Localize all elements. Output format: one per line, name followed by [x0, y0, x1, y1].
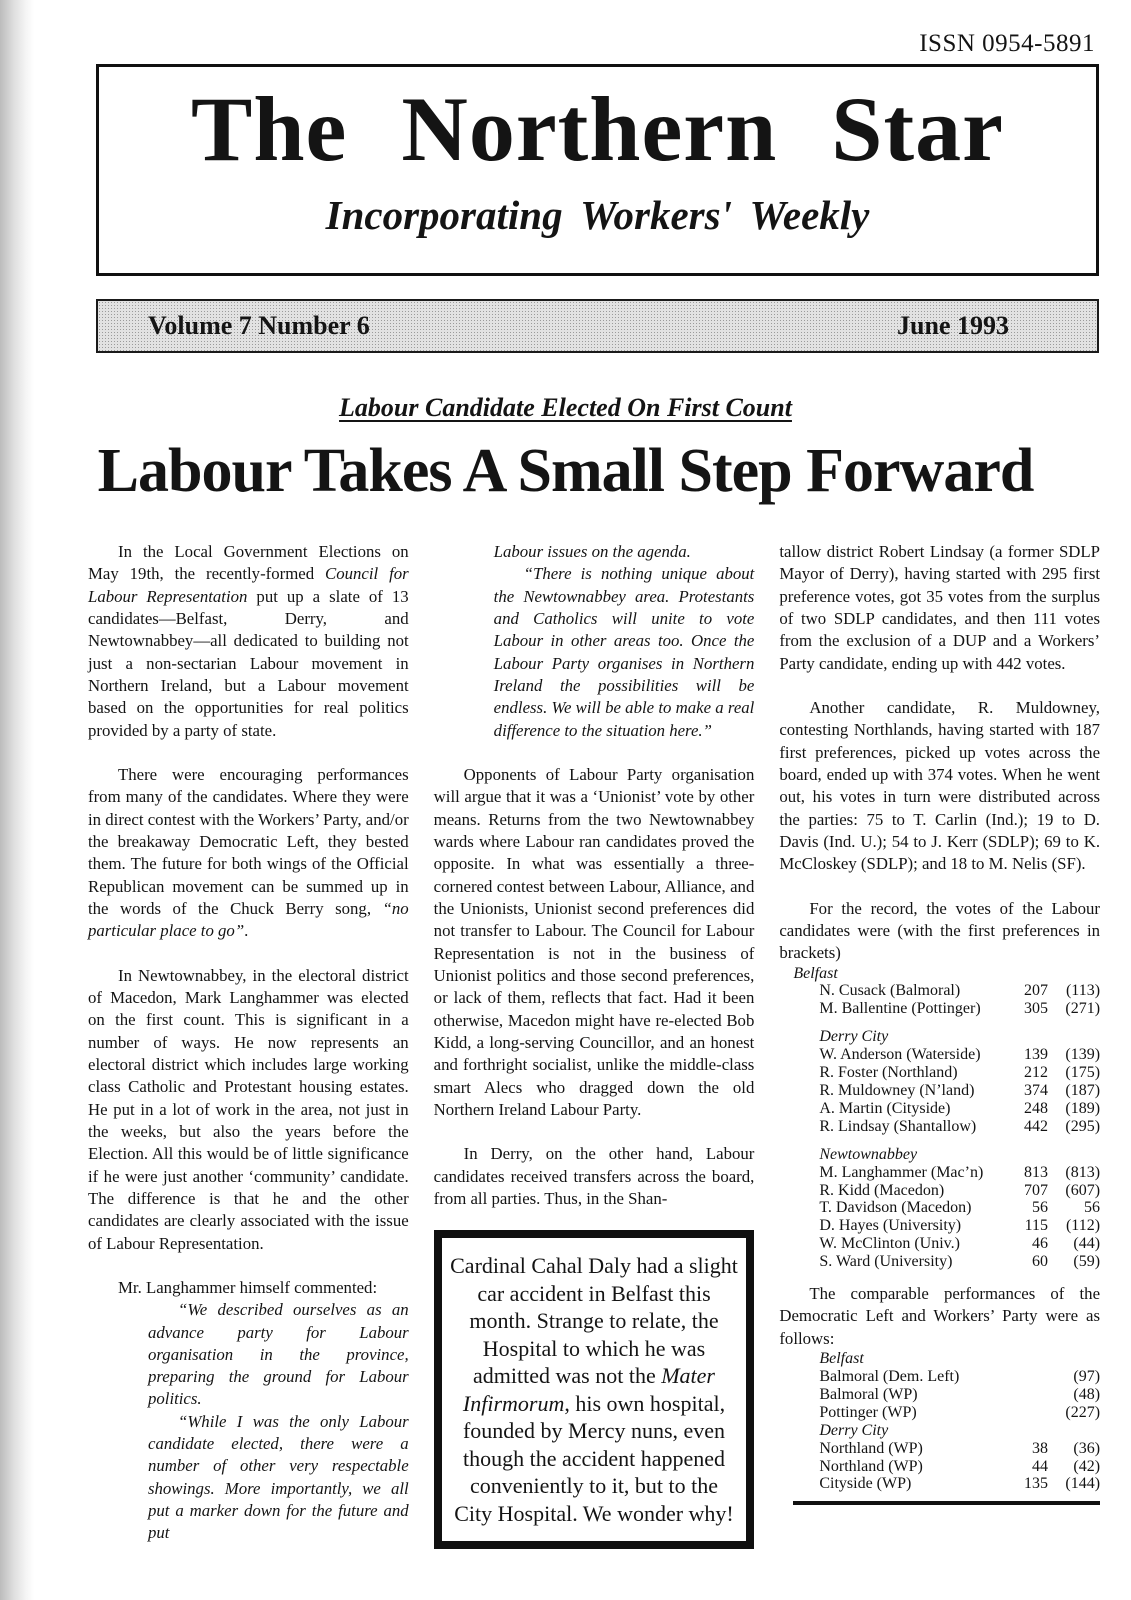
column-3	[779, 541, 1100, 1600]
article-body	[88, 541, 1100, 1600]
column-2	[434, 541, 755, 1600]
result-row: W. Anderson (Waterside) 139 (139)	[819, 1046, 1101, 1064]
col3-paragraph-2: Another candidate, R. Muldowney, contesting Northlands, having started with 187 first preferences, picked up votes across the board, ended up with 374 votes. When he went out, his votes in turn were distributed across the parties: 75 to T. Carlin (Ind.); 19 to D. Davis (Ind. U.); 54 to J. Kerr (SDLP); 69 to K. McCloskey (SDLP); and 18 to M. Nelis (SF).	[779, 697, 1101, 874]
volume-date-bar	[96, 299, 1099, 353]
results-group-derry-city-2	[793, 1422, 1100, 1494]
col3-paragraph-4: The comparable performances of the Democratic Left and Workers’ Party were as follows:	[779, 1284, 1101, 1348]
result-row: Northland (WP) 38 (36)	[819, 1439, 1101, 1457]
result-row: R. Foster (Northland) 212 (175)	[819, 1064, 1101, 1082]
result-row: M. Langhammer (Mac’n) 813 (813)	[819, 1163, 1101, 1181]
result-row: N. Cusack (Balmoral) 207 (113)	[819, 982, 1101, 1000]
result-row: Cityside (WP) 135 (144)	[819, 1475, 1101, 1493]
quote-paragraph: “There is nothing unique about the Newtownabbey area. Protestants and Catholics will unite to vote Labour in other areas too. Once the Labour Party organises in Northern Ireland the possibilities will be endless. We will be able to make a real difference to the situation here.”	[493, 564, 755, 740]
kicker-headline: Labour Candidate Elected On First Count	[339, 393, 792, 422]
col1-paragraph-2: There were encouraging performances from many of the candidates. Where they were in direct contest with the Workers’ Party, and/or the breakaway Democratic Left, they bested them. The future for both wings of the Official Republican movement can be summed up in the words of the Chuck Berry song, “no particular place to go”.	[88, 764, 409, 941]
result-row: S. Ward (University) 60 (59)	[819, 1253, 1101, 1271]
col2-paragraph-1: Opponents of Labour Party organisation will argue that it was a ‘Unionist’ vote by other means. Returns from the two Newtownabbey wards where Labour ran candidates proved the opposite. In what was essentially a three-cornered contest between Labour, Alliance, and the Unionists, Unionist second preferences did not transfer to Labour. The Council for Labour Representation is not in the business of Unionist politics and those second preferences, or lack of them, reflects that fact. Had it been otherwise, Macedon might have re-elected Bob Kidd, a long-serving Councillor, and an honest and forthright socialist, unlike the middle-class smart Alecs who dragged down the old Northern Ireland Labour Party.	[433, 764, 755, 1119]
result-row: T. Davidson (Macedon) 56 56	[819, 1199, 1101, 1217]
result-row: Balmoral (WP) (48)	[819, 1385, 1101, 1403]
results-group-derry-city	[793, 1028, 1100, 1135]
col1-paragraph-3: In Newtownabbey, in the electoral district of Macedon, Mark Langhammer was elected on the first count. This is significant in a number of ways. He now represents an electoral district which includes large working class Catholic and Protestant housing estates. He put in a lot of work in the area, not just in the weeks, but also the years before the Election. All this would be of little significance if he were just another ‘community’ candidate. The difference is that he and the other candidates are clearly associated with the issue of Labour Representation.	[88, 965, 409, 1253]
col1-paragraph-1: In the Local Government Elections on May 19th, the recently-formed Council for Labour Representation put up a slate of 13 candidates—Belfast, Derry, and Newtownabbey—all dedicated to building not just a non-sectarian Labour movement in Northern Ireland, but a Labour movement based on the opportunities for real politics provided by a party of state.	[88, 542, 409, 740]
volume-number: Volume 7 Number 6	[148, 311, 370, 340]
col3-paragraph-1: tallow district Robert Lindsay (a former SDLP Mayor of Derry), having started with 295 first preference votes, got 35 votes from the surplus of two SDLP candidates, and then 111 votes from the exclusion of a DUP and a Workers’ Party candidate, ending up with 442 votes.	[779, 542, 1101, 673]
result-row: A. Martin (Cityside) 248 (189)	[819, 1099, 1101, 1117]
column-1	[88, 541, 409, 1600]
result-row: Pottinger (WP) (227)	[819, 1403, 1101, 1421]
issn-number: ISSN 0954-5891	[919, 30, 1095, 57]
main-headline: Labour Takes A Small Step Forward	[97, 437, 1034, 505]
scan-edge-shading	[0, 0, 34, 1600]
result-row: R. Kidd (Macedon) 707 (607)	[819, 1181, 1101, 1199]
col1-paragraph-4: Mr. Langhammer himself commented:	[118, 1277, 378, 1297]
col3-paragraph-3: For the record, the votes of the Labour candidates were (with the first preferences in brackets)	[779, 898, 1101, 963]
results-group-belfast-2	[793, 1350, 1100, 1422]
results-heading: Derry City	[819, 1028, 889, 1046]
results-heading: Belfast	[793, 964, 838, 982]
labour-results-list	[793, 965, 1100, 1272]
cardinal-daly-sidebar-box: Cardinal Cahal Daly had a slight car accident in Belfast this month. Strange to relate, the Hospital to which he was admitted was not the Mater Infirmorum, his own hospital, founded by Mercy nuns, even though the accident happened conveniently to it, but to the City Hospital. We wonder why!	[434, 1230, 755, 1549]
result-row: W. McClinton (Univ.) 46 (44)	[819, 1235, 1101, 1253]
newspaper-subtitle: Incorporating Workers' Weekly	[325, 192, 870, 238]
quote-paragraph: Labour issues on the agenda.	[493, 542, 691, 561]
results-heading: Newtownabbey	[819, 1145, 918, 1163]
dl-wp-results-list	[793, 1350, 1100, 1505]
quote-paragraph: “While I was the only Labour candidate elected, there were a number of other very respectable showings. More importantly, we all put a marker down for the future and put	[148, 1411, 409, 1543]
quote-paragraph: “We described ourselves as an advance party for Labour organisation in the province, preparing the ground for Labour politics.	[148, 1300, 409, 1409]
result-row: M. Ballentine (Pottinger) 305 (271)	[819, 1000, 1101, 1018]
langhammer-quote	[148, 1299, 409, 1545]
col2-paragraph-2: In Derry, on the other hand, Labour candidates received transfers across the board, from all parties. Thus, in the Shan-	[433, 1144, 755, 1208]
results-heading: Derry City	[819, 1421, 889, 1439]
result-row: R. Lindsay (Shantallow) 442 (295)	[819, 1117, 1101, 1135]
results-group-belfast	[793, 965, 1100, 1019]
langhammer-quote-continued	[494, 541, 755, 742]
issue-date: June 1993	[897, 311, 1009, 340]
newspaper-title: The Northern Star	[191, 78, 1004, 180]
result-row: D. Hayes (University) 115 (112)	[819, 1217, 1101, 1235]
masthead-box	[96, 64, 1099, 276]
result-row: Balmoral (Dem. Left) (97)	[819, 1367, 1101, 1385]
result-row: Northland (WP) 44 (42)	[819, 1457, 1101, 1475]
result-row: R. Muldowney (N’land) 374 (187)	[819, 1082, 1101, 1100]
results-heading: Belfast	[819, 1350, 864, 1368]
results-group-newtownabbey	[793, 1146, 1100, 1271]
